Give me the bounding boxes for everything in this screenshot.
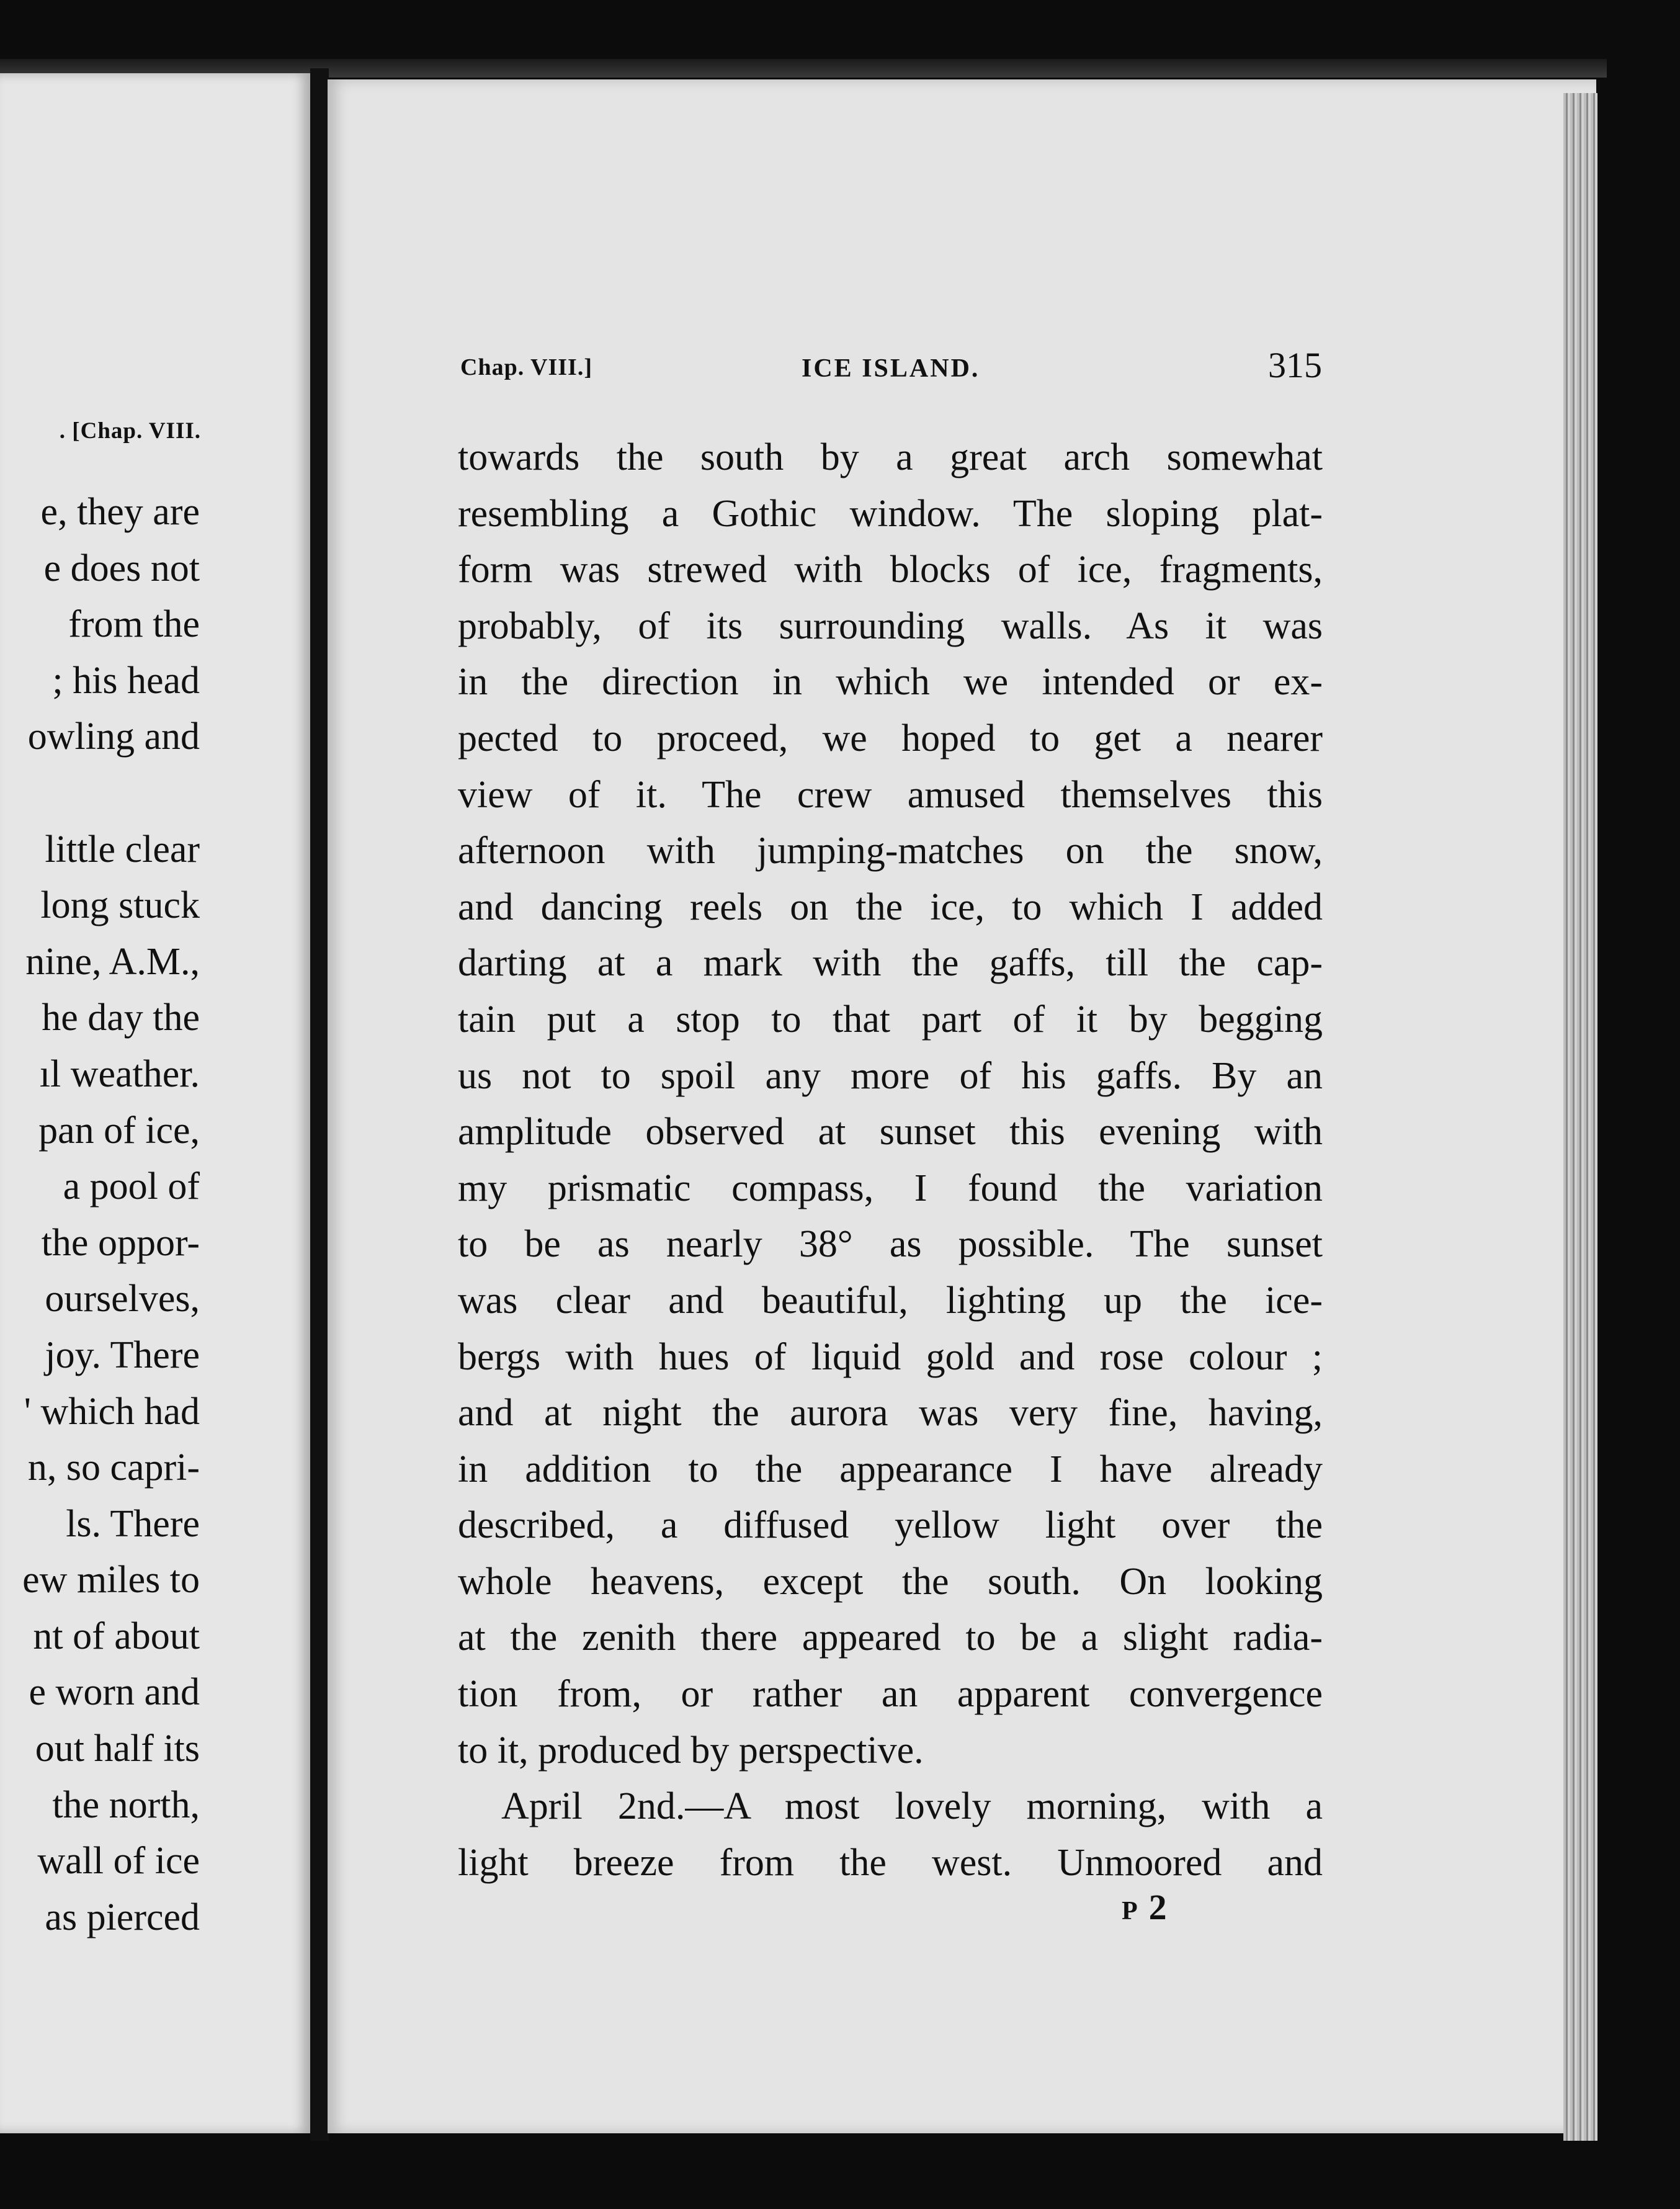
text-line: us not to spoil any more of his gaffs. By an xyxy=(458,1054,1323,1097)
signature-mark xyxy=(1122,1886,1167,1928)
text-line: pected to proceed, we hoped to get a nearer xyxy=(458,717,1323,759)
text-line: view of it. The crew amused themselves this xyxy=(458,773,1323,816)
text-line: long stuck xyxy=(40,884,200,927)
text-line: he day the xyxy=(42,997,200,1039)
page-edges xyxy=(1563,93,1597,2141)
text-line xyxy=(0,765,200,822)
text-line: owling and xyxy=(27,715,200,758)
text-line: was clear and beautiful, lighting up the ice- xyxy=(458,1279,1323,1322)
text-line: bergs with hues of liquid gold and rose colour ; xyxy=(458,1335,1323,1378)
text-line: n, so capri- xyxy=(27,1446,200,1489)
page-number: 315 xyxy=(1268,345,1322,385)
text-line: amplitude observed at sunset this evening with xyxy=(458,1111,1323,1154)
text-line: ew miles to xyxy=(22,1559,200,1602)
text-line: ' which had xyxy=(24,1390,200,1433)
text-line: the north, xyxy=(52,1783,200,1826)
running-head-title: ICE ISLAND. xyxy=(802,354,980,383)
book-gutter xyxy=(310,68,329,2141)
text-line: described, a diffused yellow light over the xyxy=(458,1504,1323,1547)
signature-letter: P xyxy=(1122,1897,1138,1925)
text-line: from the xyxy=(68,603,200,646)
text-line: in addition to the appearance I have already xyxy=(458,1448,1323,1490)
text-line: my prismatic compass, I found the variation xyxy=(458,1167,1323,1209)
text-line: at the zenith there appeared to be a slight radia- xyxy=(458,1616,1323,1659)
text-line: darting at a mark with the gaffs, till the cap- xyxy=(458,942,1323,985)
signature-number: 2 xyxy=(1148,1887,1167,1927)
text-line: and at night the aurora was very fine, having, xyxy=(458,1392,1323,1435)
text-line: ; his head xyxy=(52,659,200,702)
left-page xyxy=(0,73,310,2133)
text-line: a pool of xyxy=(63,1165,200,1208)
text-line: pan of ice, xyxy=(38,1109,200,1152)
text-line: towards the south by a great arch somewhat xyxy=(458,436,1323,478)
body-text xyxy=(458,429,1323,1891)
text-line: ourselves, xyxy=(45,1278,200,1320)
left-page-text xyxy=(0,484,200,1945)
text-line: form was strewed with blocks of ice, fragments, xyxy=(458,549,1323,591)
text-line: e, they are xyxy=(40,491,200,533)
text-line: little clear xyxy=(45,828,200,871)
text-line: nt of about xyxy=(33,1615,200,1657)
text-line: resembling a Gothic window. The sloping plat- xyxy=(458,492,1323,535)
text-line: ıl weather. xyxy=(39,1052,200,1095)
text-line: tain put a stop to that part of it by begging xyxy=(458,998,1323,1041)
text-line: e worn and xyxy=(29,1671,200,1714)
running-head-chapter: Chap. VIII.] xyxy=(460,354,592,380)
text-line: out half its xyxy=(35,1727,200,1770)
text-line: afternoon with jumping-matches on the snow, xyxy=(458,830,1323,872)
text-line: light breeze from the west. Unmoored and xyxy=(458,1841,1323,1884)
text-line: in the direction in which we intended or ex- xyxy=(458,661,1323,704)
text-line: nine, A.M., xyxy=(25,940,200,983)
text-line: wall of ice xyxy=(37,1840,200,1883)
text-line: the oppor- xyxy=(41,1221,200,1264)
text-line: to be as nearly 38° as possible. The sunset xyxy=(458,1223,1323,1266)
text-line: ls. There xyxy=(66,1502,200,1545)
text-line: joy. There xyxy=(45,1333,200,1376)
text-line: e does not xyxy=(43,547,200,589)
text-line: tion from, or rather an apparent convergence xyxy=(458,1673,1323,1716)
left-running-head: . [Chap. VIII. xyxy=(59,418,201,444)
text-line: probably, of its surrounding walls. As it was xyxy=(458,604,1323,647)
text-line: to it, produced by perspective. xyxy=(458,1729,924,1772)
text-line: whole heavens, except the south. On looking xyxy=(458,1560,1323,1603)
text-line: as pierced xyxy=(45,1896,200,1938)
text-line: and dancing reels on the ice, to which I added xyxy=(458,885,1323,928)
text-line: April 2nd.—A most lovely morning, with a xyxy=(501,1785,1323,1828)
